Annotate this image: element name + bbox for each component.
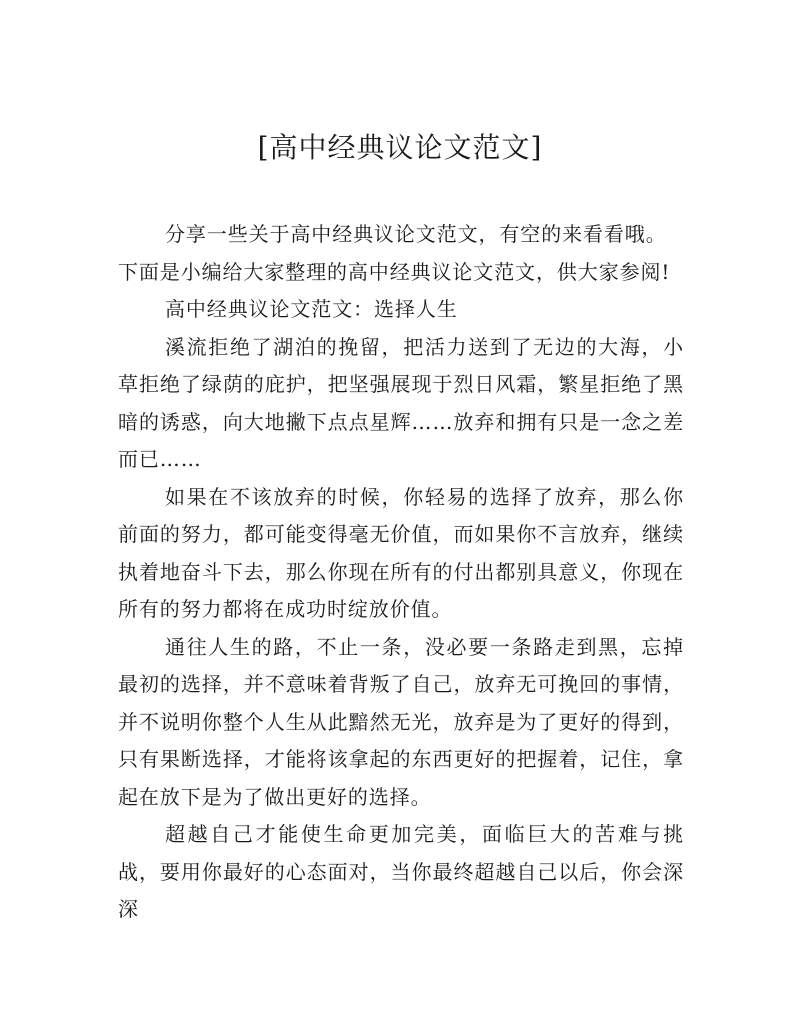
- document-title: [高中经典议论文范文]: [257, 131, 543, 164]
- intro-paragraph: 分享一些关于高中经典议论文范文，有空的来看看哦。: [165, 222, 667, 246]
- essay-paragraph: 溪流拒绝了湖泊的挽留，把活力送到了无边的大海，小草拒绝了绿荫的庇护，把坚强展现于烈日风霜，繁星拒绝了黑暗的诱惑，向大地撇下点点星辉……放弃和拥有只是一念之差而已……: [118, 334, 684, 471]
- document-body: [118, 216, 684, 929]
- essay-paragraph: 如果在不该放弃的时候，你轻易的选择了放弃，那么你前面的努力，都可能变得毫无价值，而如果你不言放弃，继续执着地奋斗下去，那么你现在所有的付出都别具意义，你现在所有的努力都将在成功时绽放价值。: [118, 484, 684, 621]
- essay-paragraph: 超越自己才能使生命更加完美，面临巨大的苦难与挑战，要用你最好的心态面对，当你最终超越自己以后，你会深深: [118, 822, 684, 921]
- essay-heading: 高中经典议论文范文：选择人生: [165, 297, 458, 321]
- intro-paragraph-continued: 下面是小编给大家整理的高中经典议论文范文，供大家参阅!: [118, 259, 671, 284]
- essay-paragraph: 通往人生的路，不止一条，没必要一条路走到黑，忘掉最初的选择，并不意味着背叛了自己，放弃无可挽回的事情，并不说明你整个人生从此黯然无光，放弃是为了更好的得到，只有果断选择，才能将该拿起的东西更好的把握着，记住，拿起在放下是为了做出更好的选择。: [118, 634, 684, 809]
